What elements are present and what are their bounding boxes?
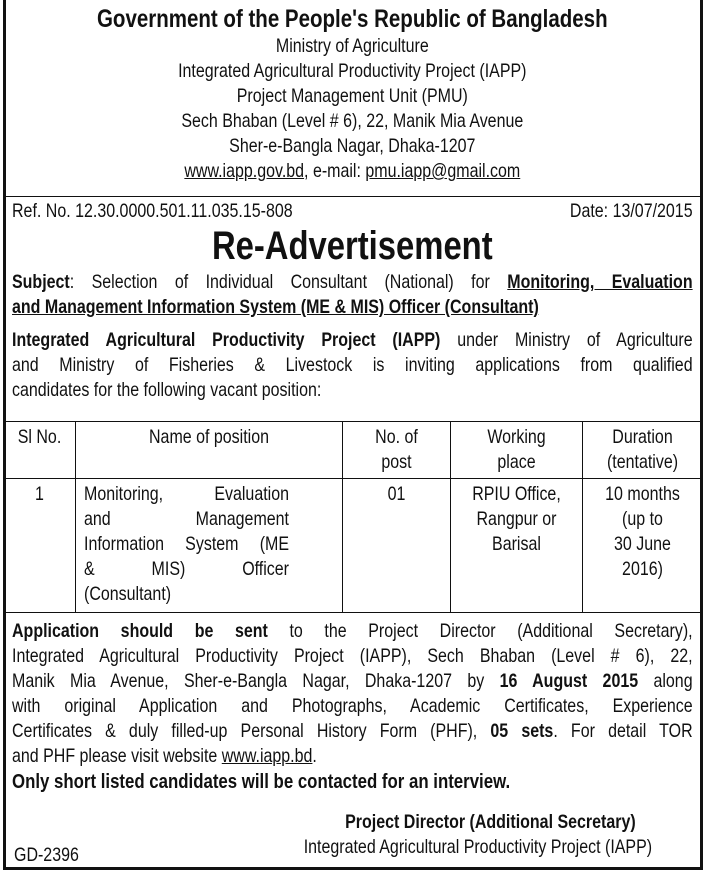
col-header: place <box>497 451 536 473</box>
ad-code: GD-2396 <box>14 844 79 866</box>
application-text: Integrated Agricultural Productivity Project (IAPP), Sech Bhaban (Level # 6), 22, <box>12 645 693 667</box>
subject-label: Subject <box>12 271 70 293</box>
website-link[interactable]: www.iapp.gov.bd <box>184 160 305 182</box>
header-line: Integrated Agricultural Productivity Project (IAPP) <box>178 60 527 82</box>
table-row <box>4 479 703 613</box>
table-header-row <box>4 422 703 479</box>
post-count: 01 <box>387 483 406 505</box>
duration: 10 months (up to <box>605 483 680 530</box>
intro-text: under Ministry of Agriculture <box>440 329 693 351</box>
application-text: with original Application and Photographs, Academic Certificates, Experience <box>12 695 693 717</box>
shortlist-notice: Only short listed candidates will be contacted for an interview. <box>12 770 511 793</box>
email-link[interactable]: pmu.iapp@gmail.com <box>365 160 521 182</box>
working-place: Rangpur or <box>476 508 557 530</box>
divider <box>3 196 703 197</box>
email-label: , e-mail: <box>304 160 366 182</box>
application-text: . For detail TOR <box>553 720 693 742</box>
position-name: (Consultant) <box>84 583 172 605</box>
sl-no: 1 <box>35 483 44 505</box>
sets-count: 05 sets <box>490 720 554 742</box>
duration: 30 June 2016) <box>614 533 671 580</box>
positions-table <box>3 421 703 613</box>
application-text: Manik Mia Avenue, Sher-e-Bangla Nagar, Dhaka-1207 by <box>12 670 500 692</box>
website-link[interactable]: www.iapp.bd <box>221 745 313 767</box>
col-header: Duration <box>612 426 673 448</box>
page-title: Re-Advertisement <box>211 224 493 268</box>
position-name: Information System (ME <box>84 533 289 555</box>
application-text: to the Project Director (Additional Secretary), <box>267 620 693 642</box>
col-header: post <box>381 451 412 473</box>
application-text: . <box>312 745 317 767</box>
application-section <box>12 619 693 794</box>
col-header: (tentative) <box>606 451 679 473</box>
working-place: Barisal <box>492 533 541 555</box>
position-title-cont: and Management Information System (ME & MIS) Officer (Consultant) <box>12 296 539 318</box>
working-place: RPIU Office, <box>472 483 561 505</box>
ref-number: Ref. No. 12.30.0000.501.11.035.15-808 <box>12 200 293 222</box>
date: Date: 13/07/2015 <box>569 200 693 222</box>
signatory-org: Integrated Agricultural Productivity Project (IAPP) <box>303 836 653 858</box>
header-line: Project Management Unit (PMU) <box>236 85 468 107</box>
col-header: Name of position <box>148 426 269 448</box>
signatory-title: Project Director (Additional Secretary) <box>345 811 636 833</box>
application-text: and PHF please visit website <box>12 745 222 767</box>
application-label: Application should be sent <box>12 620 268 642</box>
project-name: Integrated Agricultural Productivity Project (IAPP) <box>12 329 441 351</box>
header-line: Sech Bhaban (Level # 6), 22, Manik Mia Avenue <box>181 110 524 132</box>
position-name: and Management <box>84 508 289 530</box>
application-text: Certificates & duly filled-up Personal History Form (PHF), <box>12 720 491 742</box>
intro-text: candidates for the following vacant position: <box>12 379 322 401</box>
position-title: Monitoring, Evaluation <box>507 271 693 293</box>
govt-title: Government of the People's Republic of Bangladesh <box>96 5 608 33</box>
col-header: Working <box>487 426 546 448</box>
header <box>12 4 693 184</box>
intro-text: and Ministry of Fisheries & Livestock is inviting applications from qualified <box>12 354 693 376</box>
position-name: & MIS) Officer <box>84 558 289 580</box>
subject-text: : Selection of Individual Consultant (National) for <box>69 271 508 293</box>
position-name: Monitoring, Evaluation <box>84 483 289 505</box>
header-line: Ministry of Agriculture <box>275 35 429 57</box>
subject-line <box>12 270 693 295</box>
deadline: 16 August 2015 <box>499 670 639 692</box>
col-header: Sl No. <box>17 426 62 448</box>
header-line: Sher-e-Bangla Nagar, Dhaka-1207 <box>229 135 476 157</box>
col-header: No. of <box>375 426 418 448</box>
application-text: along <box>638 670 693 692</box>
